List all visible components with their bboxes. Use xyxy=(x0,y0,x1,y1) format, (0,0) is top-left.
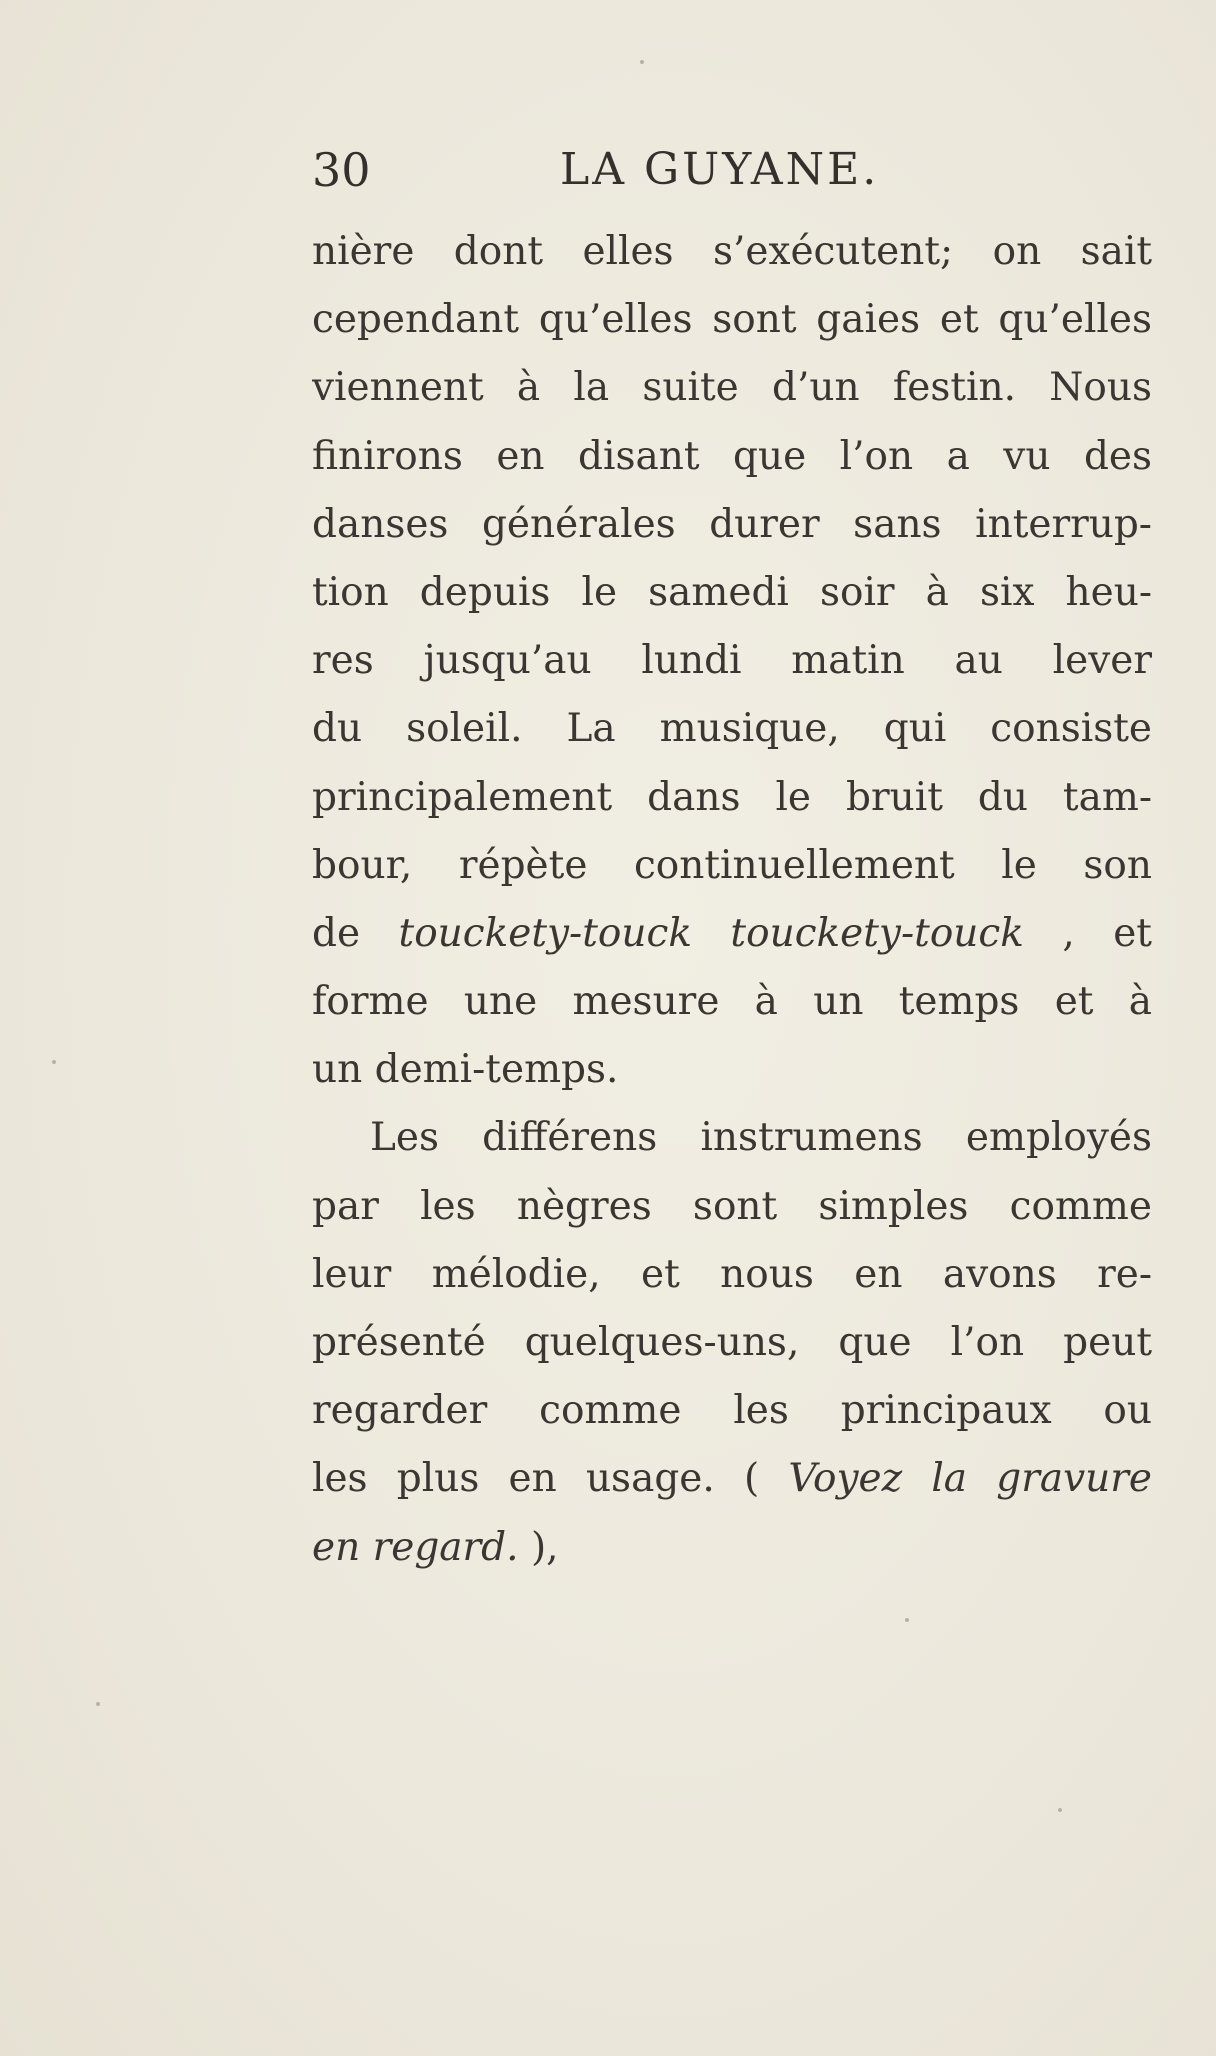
text-line: danses générales durer sans interrup- xyxy=(312,501,1152,547)
text-line: tion depuis le samedi soir à six heu- xyxy=(312,569,1152,615)
text-line: res jusqu’au lundi matin au lever xyxy=(312,638,1152,684)
text-line: finirons en disant que l’on a vu des xyxy=(312,433,1152,479)
paper-speck xyxy=(640,60,644,64)
text-fragment: ), xyxy=(530,1524,559,1570)
text-line xyxy=(312,900,1152,968)
text-line xyxy=(312,1445,1152,1513)
text-line: présenté quelques-uns, que l’on peut xyxy=(312,1320,1152,1365)
text-line: par les nègres sont simples comme xyxy=(312,1183,1152,1229)
text-line: principalement dans le bruit du tam- xyxy=(312,774,1152,820)
text-line: cependant qu’elles sont gaies et qu’elles xyxy=(312,297,1152,343)
text-line: du soleil. La musique, qui consiste xyxy=(312,706,1152,752)
paragraph-2 xyxy=(312,1104,1152,1581)
text-line: bour, répète continuellement le son xyxy=(312,842,1152,888)
onomatopoeia-italic: touckety-touck touckety-touck xyxy=(398,910,1024,956)
cross-reference-italic: Voyez la gravure xyxy=(788,1456,1152,1502)
text-line: un demi-temps. xyxy=(312,1047,619,1093)
cross-reference-italic: en regard. xyxy=(312,1524,519,1570)
running-title: LA GUYANE. xyxy=(560,144,880,195)
paper-speck xyxy=(96,1702,100,1706)
text-line xyxy=(312,1514,1152,1582)
running-head xyxy=(312,135,1152,205)
paper-speck xyxy=(52,1060,56,1064)
text-line: forme une mesure à un temps et à xyxy=(312,979,1152,1025)
paragraph-1 xyxy=(312,218,1152,1104)
text-fragment: les plus en usage. ( xyxy=(312,1456,760,1502)
text-line: leur mélodie, et nous en avons re- xyxy=(312,1251,1152,1297)
paper-speck xyxy=(905,1618,909,1622)
paper-speck xyxy=(1058,1808,1062,1812)
text-line: regarder comme les principaux ou xyxy=(312,1388,1152,1434)
text-line: nière dont elles s’exécutent; on sait xyxy=(312,229,1152,274)
text-line: viennent à la suite d’un festin. Nous xyxy=(312,365,1152,411)
body-text xyxy=(312,218,1152,1582)
page-number: 30 xyxy=(312,143,371,197)
text-line: Les différens instrumens employés xyxy=(370,1115,1152,1161)
text-fragment: , et xyxy=(1062,910,1152,956)
text-fragment: de xyxy=(312,910,399,956)
